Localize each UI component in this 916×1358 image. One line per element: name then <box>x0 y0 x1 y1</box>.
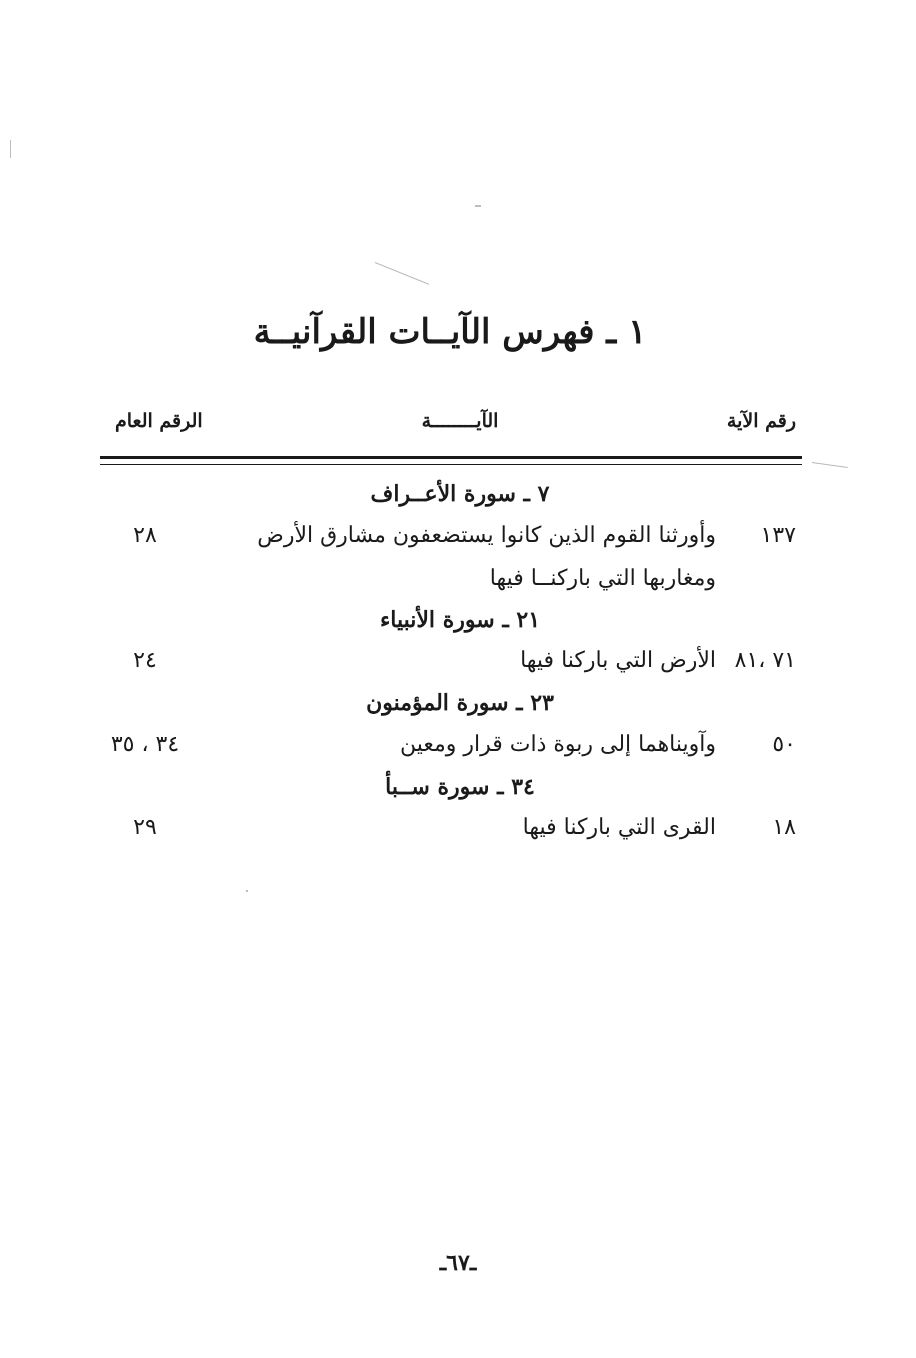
general-number: ٣٤ ، ٣٥ <box>110 732 180 757</box>
verse-number: ١٨ <box>772 815 796 840</box>
surah-heading: ٧ ـ سورة الأعــراف <box>370 481 550 507</box>
scan-speck <box>475 205 481 207</box>
general-number: ٢٨ <box>133 523 157 548</box>
page-title: ١ ـ فهرس الآيــات القرآنيــة <box>253 312 647 352</box>
verse-text: الأرض التي باركنا فيها <box>520 648 716 673</box>
verse-text-continuation: ومغاربها التي باركنــا فيها <box>489 566 716 591</box>
header-divider <box>100 456 802 459</box>
verse-text: وآويناهما إلى ربوة ذات قرار ومعين <box>399 732 716 757</box>
verse-text: القرى التي باركنا فيها <box>522 815 716 840</box>
surah-heading: ٢٣ ـ سورة المؤمنون <box>366 690 554 716</box>
header-verse-number: رقم الآية <box>726 410 796 432</box>
scan-speck <box>246 890 248 892</box>
general-number: ٢٩ <box>133 815 157 840</box>
index-row <box>0 523 916 563</box>
verse-text: وأورثنا القوم الذين كانوا يستضعفون مشارق الأرض <box>257 523 716 548</box>
scan-scratch <box>812 462 848 468</box>
scan-speck <box>10 140 11 158</box>
scan-scratch <box>375 262 429 285</box>
verse-number: ٥٠ <box>772 732 796 757</box>
header-general-number: الرقم العام <box>115 410 203 432</box>
surah-heading: ٢١ ـ سورة الأنبياء <box>379 607 541 633</box>
surah-heading: ٣٤ ـ سورة ســبأ <box>385 774 535 800</box>
index-row <box>0 648 916 688</box>
general-number: ٢٤ <box>133 648 157 673</box>
verse-number: ١٣٧ <box>760 523 796 548</box>
header-verse: الآيــــــــة <box>421 410 499 432</box>
header-divider <box>100 464 802 465</box>
verse-number: ٧١ ،٨١ <box>734 648 796 673</box>
index-row <box>0 815 916 855</box>
page-number: ـ٦٧ـ <box>439 1250 477 1276</box>
index-row <box>0 732 916 772</box>
